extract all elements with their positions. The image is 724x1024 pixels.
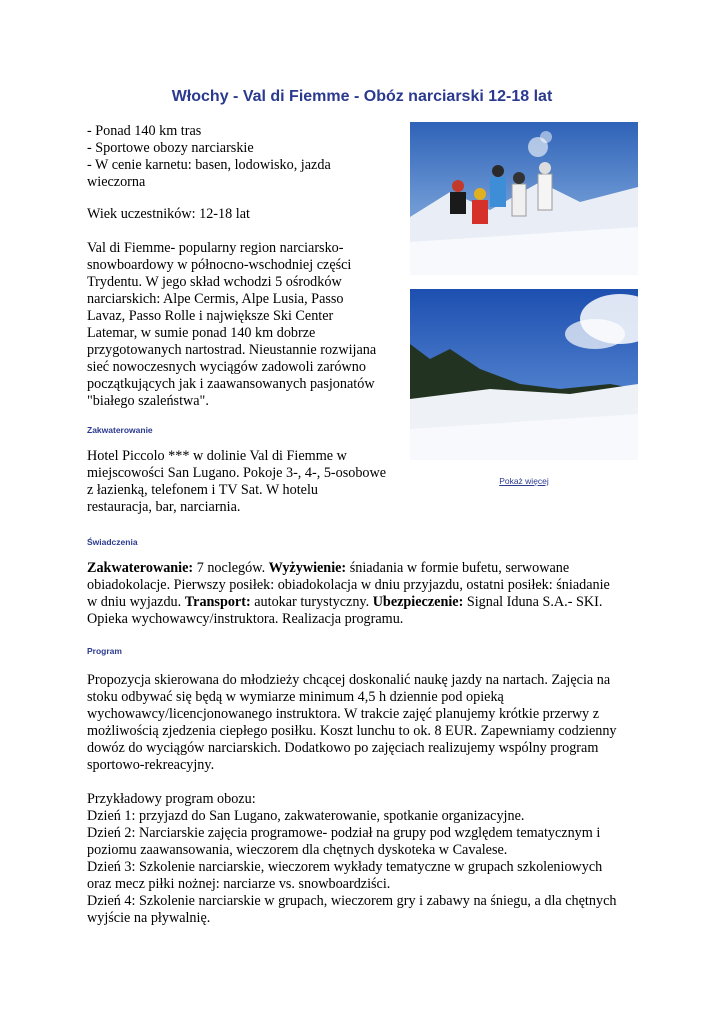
text-line: "białego szaleństwa". — [87, 393, 209, 409]
text-span: śniadania w formie bufetu, serwowane — [346, 560, 570, 576]
label-insurance: Ubezpieczenie: — [372, 594, 464, 610]
example-program — [87, 791, 616, 927]
text-line: Dzień 2: Narciarskie zajęcia programowe- podział na grupy pod względem tematycznym i — [87, 825, 601, 841]
text-line: dowóz do wyciągów narciarskich. Dodatkowo po zajęciach realizujemy wspólny program — [87, 740, 599, 756]
text-line: stoku odbywać się będą w wymiarze minimum 4,5 h dziennie pod opieką — [87, 689, 504, 705]
services-paragraph — [87, 560, 610, 628]
text-line: sportowo-rekreacyjny. — [87, 757, 215, 773]
text-span: 7 noclegów. — [193, 560, 269, 576]
ski-group-photo — [410, 122, 638, 275]
text-line: oraz mecz piłki nożnej: narciarze vs. snowboardziści. — [87, 876, 391, 892]
text-line: sieć nowoczesnych wyciągów zadowoli zarówno — [87, 359, 366, 375]
page-title: Włochy - Val di Fiemme - Obóz narciarski 12-18 lat — [171, 88, 553, 105]
intro-paragraph — [87, 240, 376, 410]
text-line: Dzień 1: przyjazd do San Lugano, zakwaterowanie, spotkanie organizacyjne. — [87, 808, 525, 824]
text-line: wychowawcy/licencjonowanego instruktora. W trakcie zajęć planujemy krótkie przerwy z — [87, 706, 599, 722]
text-line — [87, 594, 610, 611]
feature-item: - Ponad 140 km tras — [87, 123, 202, 139]
text-line: wyjście na pływalnię. — [87, 910, 211, 926]
feature-item: - Sportowe obozy narciarskie — [87, 140, 254, 156]
label-meals: Wyżywienie: — [268, 560, 347, 576]
text-line: Opieka wychowawcy/instruktora. Realizacja programu. — [87, 611, 404, 627]
text-line: Trydentu. W jego skład wchodzi 5 ośrodków — [87, 274, 342, 290]
text-line: restauracja, bar, narciarnia. — [87, 499, 241, 515]
accommodation-paragraph — [87, 448, 386, 516]
feature-item: wieczorna — [87, 174, 146, 190]
program-paragraph — [87, 672, 617, 774]
text-line: Przykładowy program obozu: — [87, 791, 256, 807]
feature-item: - W cenie karnetu: basen, lodowisko, jazda — [87, 157, 331, 173]
text-line: Dzień 4: Szkolenie narciarskie w grupach, wieczorem gry i zabawy na śniegu, a dla chętnych — [87, 893, 617, 909]
text-line: snowboardowy w północno-wschodniej części — [87, 257, 352, 273]
section-label-program: Program — [87, 646, 122, 656]
text-line: poziomu zaawansowania, wieczorem dla chętnych dyskoteka w Cavalese. — [87, 842, 508, 858]
text-line: Dzień 3: Szkolenie narciarskie, wieczorem wykłady tematyczne w grupach szkoleniowych — [87, 859, 603, 875]
text-line: Hotel Piccolo *** w dolinie Val di Fiemme w — [87, 448, 347, 464]
text-line: z łazienką, telefonem i TV Sat. W hotelu — [87, 482, 319, 498]
text-line: Propozycja skierowana do młodzieży chcącej doskonalić naukę jazdy na nartach. Zajęcia na — [87, 672, 611, 688]
section-label-accommodation: Zakwaterowanie — [87, 425, 153, 435]
text-line: miejscowości San Lugano. Pokoje 3-, 4-, 5-osobowe — [87, 465, 387, 481]
ski-slope-photo — [410, 289, 638, 460]
text-line: narciarskich: Alpe Cermis, Alpe Lusia, Passo — [87, 291, 344, 307]
text-line: Lavaz, Passo Rolle i największe Ski Center — [87, 308, 334, 324]
text-line: obiadokolacje. Pierwszy posiłek: obiadokolacja w dniu przyjazdu, ostatni posiłek: śniadanie — [87, 577, 610, 593]
label-transport: Transport: — [184, 594, 251, 610]
text-line: Val di Fiemme- popularny region narciarsko- — [87, 240, 344, 256]
text-span: autokar turystyczny. — [250, 594, 373, 610]
text-line: przygotowanych nartostrad. Nieustannie rozwijana — [87, 342, 377, 358]
age-line: Wiek uczestników: 12-18 lat — [87, 206, 250, 222]
show-more-link[interactable]: Pokaż więcej — [499, 476, 549, 486]
text-line: początkujących jak i zaawansowanych pasjonatów — [87, 376, 375, 392]
section-label-services: Świadczenia — [87, 537, 138, 547]
text-line: Latemar, w sumie ponad 140 km dobrze — [87, 325, 316, 341]
text-line: możliwością zjedzenia ciepłego posiłku. Koszt lunchu to ok. 8 EUR. Zapewniamy codzienny — [87, 723, 617, 739]
text-line — [87, 560, 610, 577]
text-span: Signal Iduna S.A.- SKI. — [463, 594, 603, 610]
label-accommodation: Zakwaterowanie: — [87, 560, 194, 576]
features-list — [87, 123, 331, 191]
text-span: w dniu wyjazdu. — [87, 594, 185, 610]
